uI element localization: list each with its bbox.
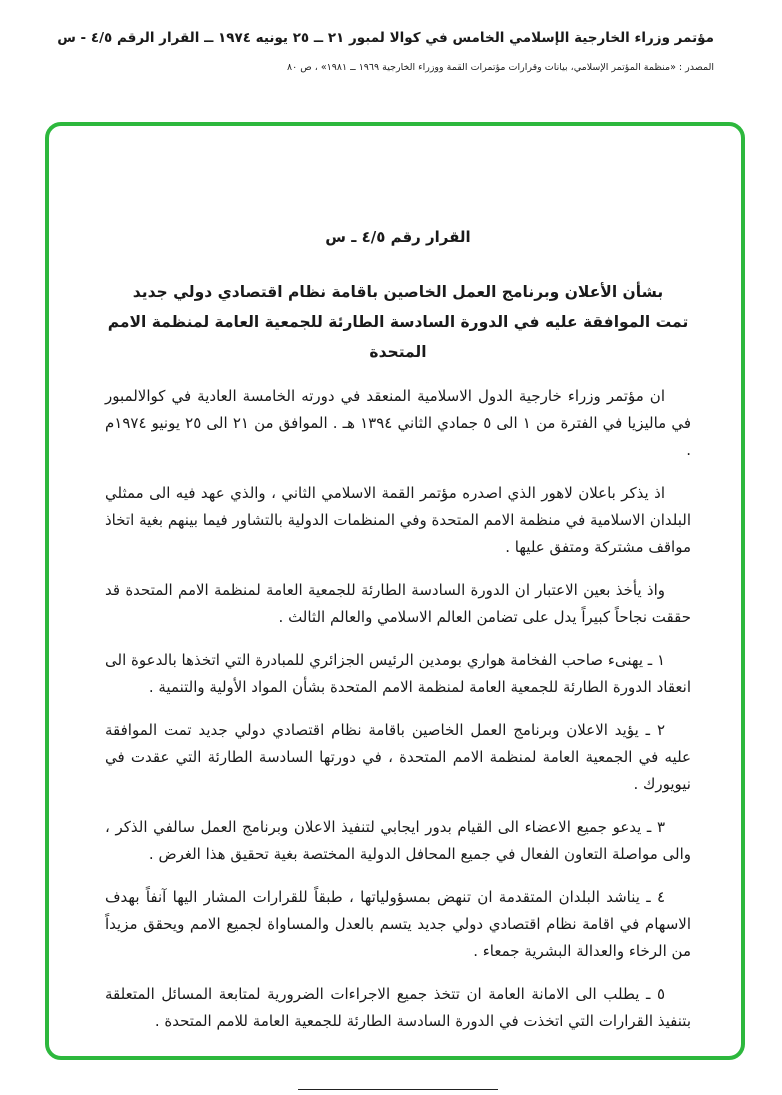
document-body <box>105 224 691 1090</box>
resolution-number-heading: القرار رقم ٤/٥ ـ س <box>325 228 471 246</box>
conference-citation-line: مؤتمر وزراء الخارجية الإسلامي الخامس في كوالا لمبور ٢١ ــ ٢٥ يونيه ١٩٧٤ ــ القرار الرقم ٤/٥ - س <box>57 30 714 46</box>
document-green-frame <box>45 122 745 1060</box>
operative-clause-1: ١ ـ يهنىء صاحب الفخامة هواري بومدين الرئيس الجزائري للمبادرة التي اتخذها بالدعوة الى انعقاد الدورة الطارئة للجمعية العامة لمنظمة الامم المتحدة بشأن المواد الأولية والتنمية . <box>105 651 691 696</box>
operative-clause-2: ٢ ـ يؤيد الاعلان وبرنامج العمل الخاصين باقامة نظام اقتصادي دولي جديد تمت الموافقة عليه في الجمعية العامة لمنظمة الامم المتحدة ، في دورتها السادسة الطارئة التي عقدت في نيويورك . <box>105 721 691 793</box>
preamble-paragraph-2: اذ يذكر باعلان لاهور الذي اصدره مؤتمر القمة الاسلامي الثاني ، والذي عهد فيه الى ممثلي البلدان الاسلامية في منظمة الامم المتحدة وفي المنظمات الدولية بالتشاور فيما بينهم بغية اتخاذ مواقف مشتركة ومتفق عليها . <box>105 484 691 556</box>
scan-header <box>57 30 714 73</box>
resolution-subject-line2: تمت الموافقة عليه في الدورة السادسة الطارئة للجمعية العامة لمنظمة الامم المتحدة <box>107 313 689 361</box>
operative-clause-4: ٤ ـ يناشد البلدان المتقدمة ان تنهض بمسؤولياتها ، طبقاً للقرارات المشار اليها آنفاً بهدف الاسهام في اقامة نظام اقتصادي دولي جديد يتسم بالعدل والمساواة لجميع الامم ويحقق مزيداً من الرخاء والعدالة البشرية جمعاء . <box>105 888 691 960</box>
operative-clause-3: ٣ ـ يدعو جميع الاعضاء الى القيام بدور ايجابي لتنفيذ الاعلان وبرنامج العمل سالفي الذكر ، والى مواصلة التعاون الفعال في جميع المحافل الدولية المختصة بغية تحقيق هذا الغرض . <box>105 818 691 863</box>
source-citation-line: المصدر : «منظمة المؤتمر الإسلامي، بيانات وقرارات مؤتمرات القمة ووزراء الخارجية ١٩٦٩ ــ ١٩٨١» ، ص ٨٠ <box>287 62 714 73</box>
end-of-document-divider <box>298 1089 498 1090</box>
preamble-paragraph-1: ان مؤتمر وزراء خارجية الدول الاسلامية المنعقد في دورته الخامسة العادية في كوالالمبور في ماليزيا في الفترة من ١ الى ٥ جمادي الثاني ١٣٩٤ هـ . الموافق من ٢١ الى ٢٥ يونيو ١٩٧٤م . <box>105 387 692 459</box>
resolution-subject-line1: بشأن الأعلان وبرنامج العمل الخاصين باقامة نظام اقتصادي دولي جديد <box>132 283 664 301</box>
preamble-paragraph-3: واذ يأخذ بعين الاعتبار ان الدورة السادسة الطارئة للجمعية العامة لمنظمة الامم المتحدة قد حققت نجاحاً كبيراً يدل على تضامن العالم الاسلامي والعالم الثالث . <box>105 581 691 626</box>
operative-clause-5: ٥ ـ يطلب الى الامانة العامة ان تتخذ جميع الاجراءات الضرورية لمتابعة المسائل المتعلقة بتنفيذ القرارات التي اتخذت في الدورة السادسة الطارئة للجمعية العامة للامم المتحدة . <box>105 985 691 1030</box>
